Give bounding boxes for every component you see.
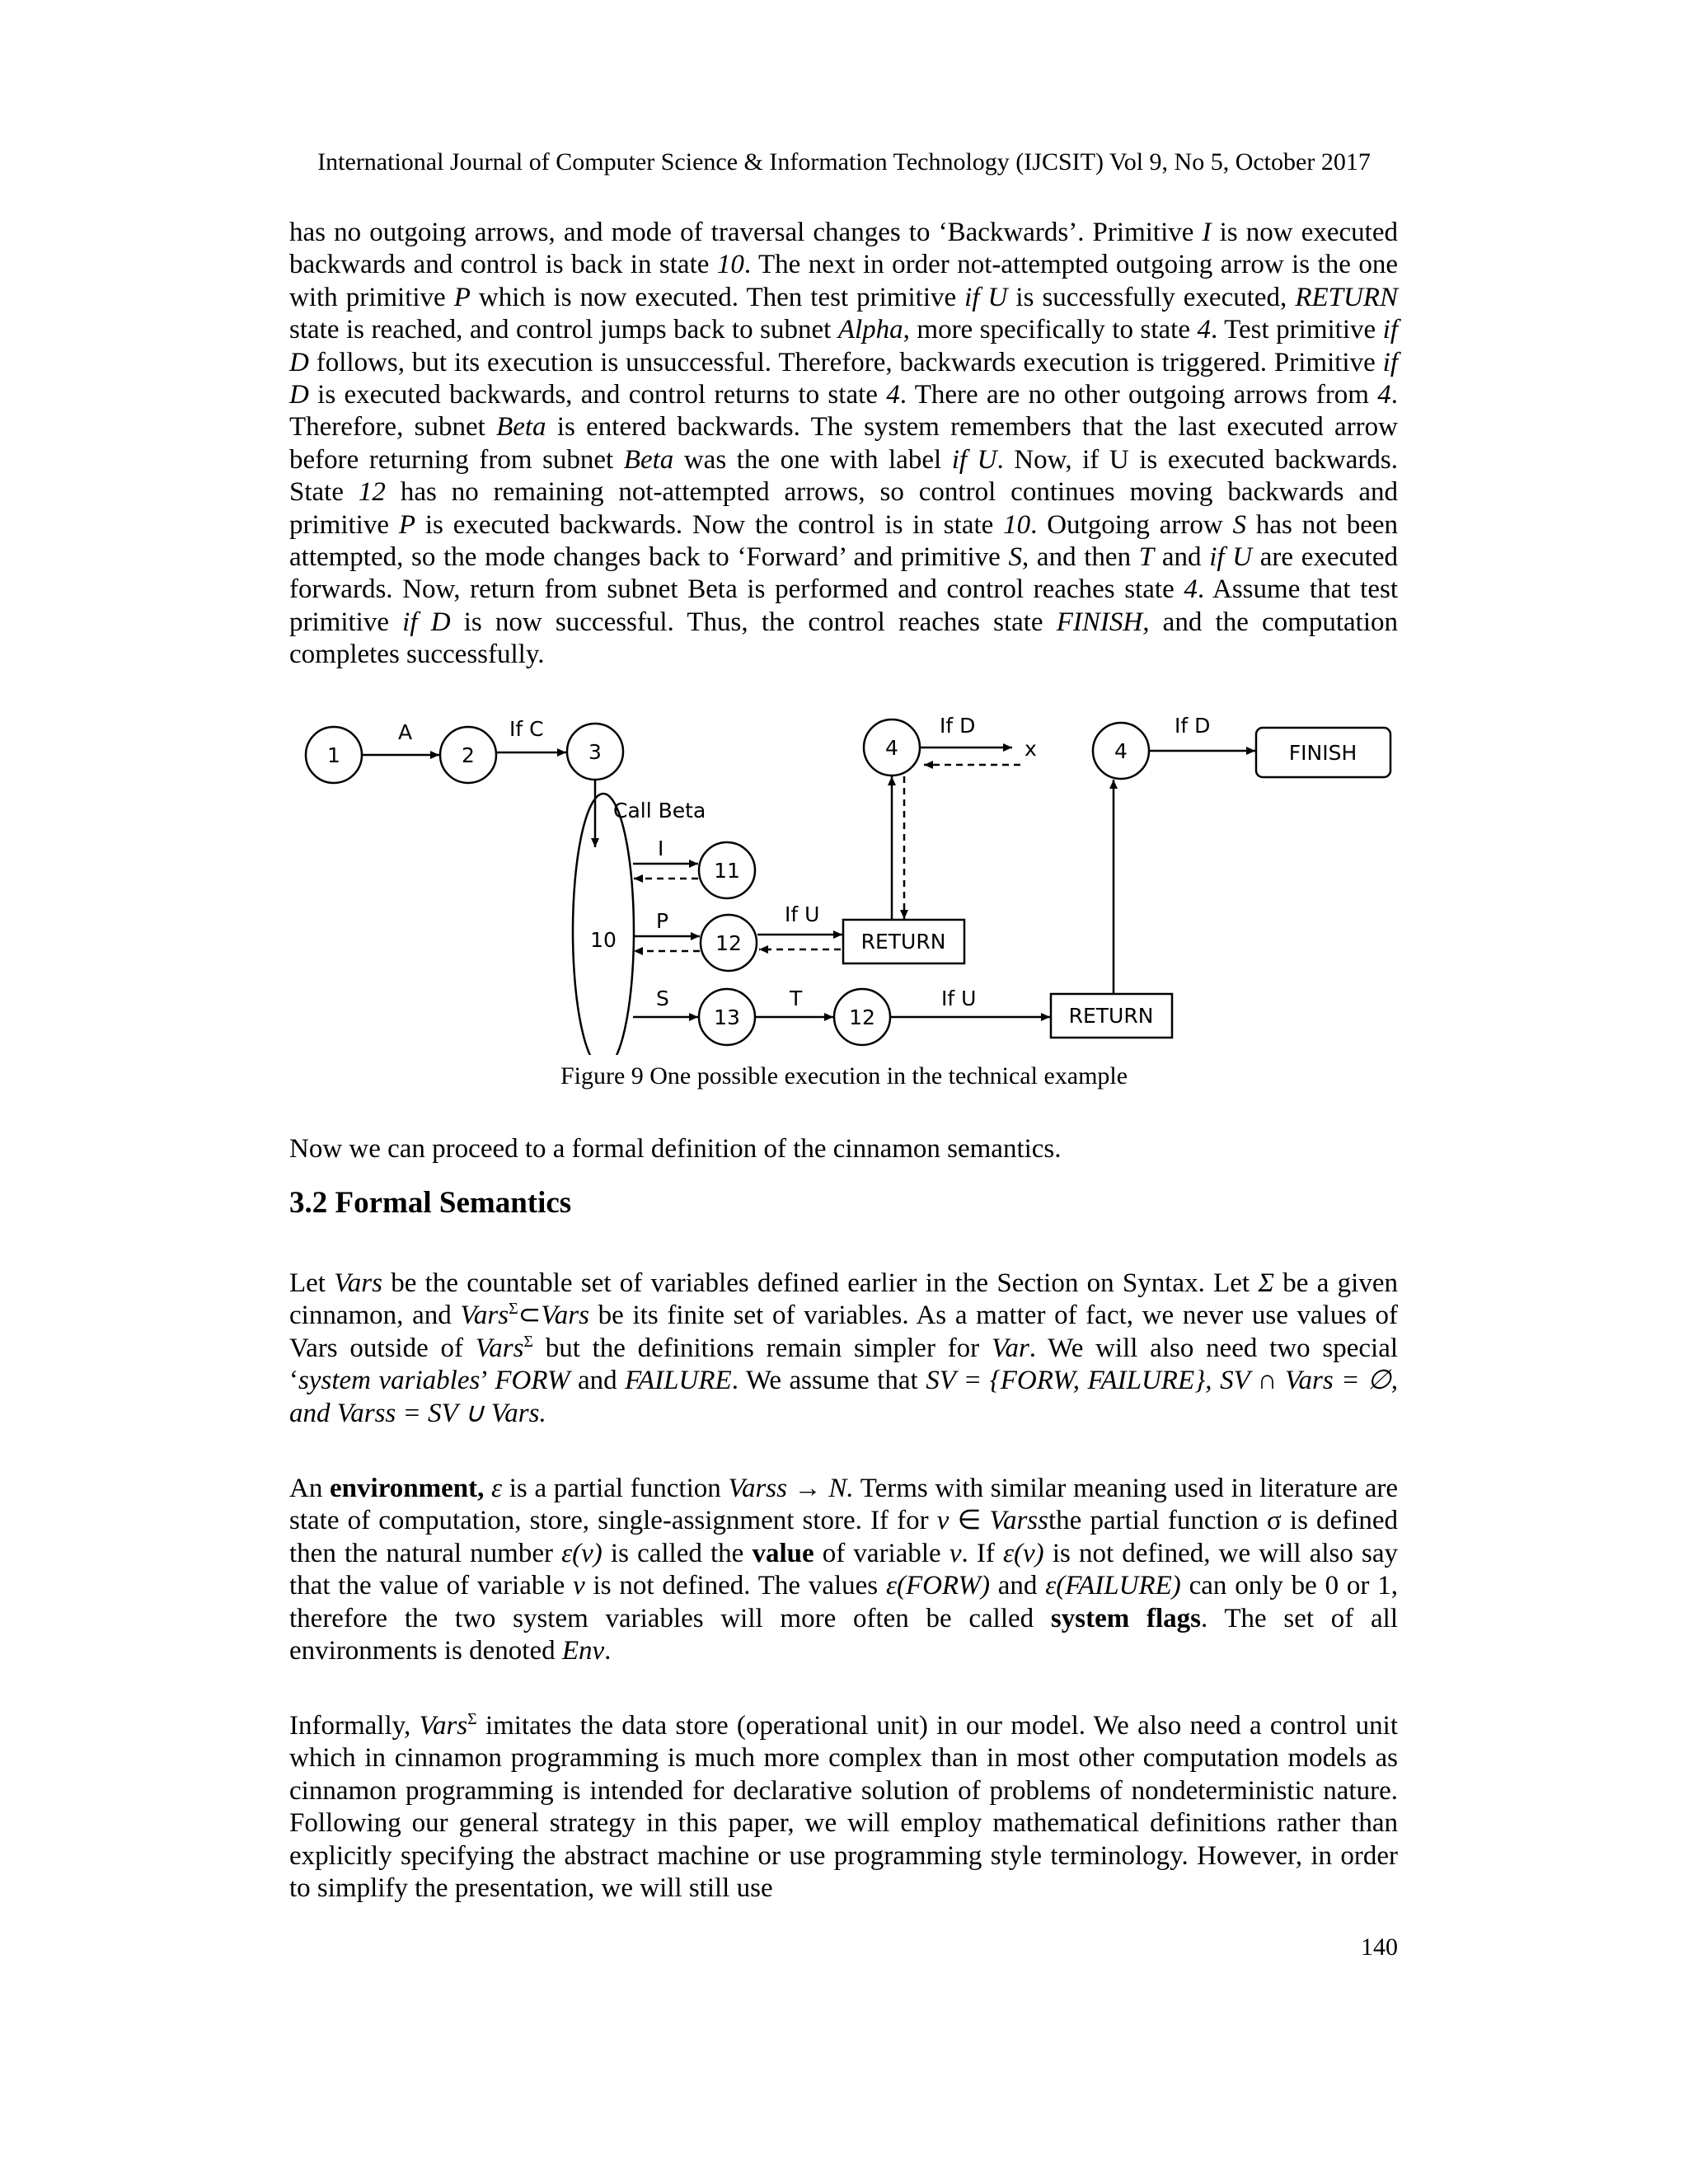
italic-run: N. [828, 1474, 854, 1503]
italic-run: system variables [298, 1366, 481, 1396]
node-label: 3 [588, 740, 602, 764]
italic-run: Beta [496, 412, 546, 443]
italic-run: Var [991, 1333, 1029, 1363]
edge-label: T [790, 987, 803, 1010]
italic-run: 10 [1003, 509, 1031, 540]
node-12-upper [701, 915, 757, 971]
italic-run: RETURN [1295, 282, 1398, 312]
italic-run: 12 [358, 477, 386, 508]
italic-run: Vars [475, 1333, 524, 1363]
italic-run: FORW [495, 1366, 570, 1396]
rich-text: An environment, ε is a partial function Varss → N. Terms with similar meaning used in literature are state of computation, store, single-assignment store. If for v ∈ Varssthe partial function σ is defined then the natural number ε(v) is called the value of variable v. If ε(v) is not defined, we will also say that the value of variable v is not defined. The values ε(FORW) and ε(FAILURE) can only be 0 or 1, therefore the two system variables will more often be called system flags. The set of all environments is denoted Env. [289, 1474, 1399, 1666]
edge-label: If U [941, 987, 977, 1010]
italic-run: Varss [989, 1506, 1048, 1536]
italic-run: FAILURE [625, 1366, 732, 1396]
italic-run: Vars [541, 1301, 589, 1331]
edge-label: If U [785, 902, 820, 926]
bold-run: system flags [1050, 1603, 1201, 1633]
italic-run: 10 [716, 250, 744, 280]
paragraph-transition [289, 1133, 1398, 1165]
node-label: 13 [714, 1005, 740, 1029]
edge-label: If D [1175, 714, 1211, 738]
node-12-lower [834, 989, 890, 1045]
italic-run: I [1202, 218, 1212, 247]
node-4-right [1093, 723, 1149, 779]
node-label: 12 [715, 931, 742, 955]
rich-text: has no outgoing arrows, and mode of traversal changes to ‘Backwards’. Primitive I is now executed backwards and control is back in state 10. The next in order not-attempted outgoing arrow is the one with primitive P which is now executed. Then test primitive if U is successfully executed, RETURN state is reached, and control jumps back to subnet Alpha, more specifically to state 4. Test primitive if D follows, but its execution is unsuccessful. Therefore, backwards execution is triggered. Primitive if D is executed backwards, and control returns to state 4. There are no other outgoing arrows from 4. Therefore, subnet Beta is entered backwards. The system remembers that the last executed arrow before returning from subnet Beta was the one with label if U. Now, if U is executed backwards. State 12 has no remaining not-attempted arrows, so control continues moving backwards and primitive P is executed backwards. Now the control is in state 10. Outgoing arrow S has not been attempted, so the mode changes back to ‘Forward’ and primitive S, and then T and if U are executed forwards. Now, return from subnet Beta is performed and control reaches state 4. Assume that test primitive if D is now successful. Thus, the control reaches state FINISH, and the computation completes successfully. [289, 218, 1399, 670]
node-2 [440, 727, 496, 783]
superscript: Σ [509, 1300, 518, 1319]
italic-run: if D [402, 607, 451, 637]
edge-label: x [1025, 737, 1037, 761]
italic-run: if D [289, 347, 1398, 410]
italic-run: ε(FORW) [885, 1571, 990, 1601]
italic-run: v [949, 1538, 962, 1568]
paragraph-informally [289, 1710, 1398, 1905]
italic-run: 4 [1197, 315, 1211, 345]
italic-run: 4 [1377, 380, 1391, 410]
rich-text: Let Vars be the countable set of variables defined earlier in the Section on Syntax. Let Σ be a given cinnamon, and Vars$^\Sigma$⊂Vars be its finite set of variables. As a matter of fact, we never use values of Vars outside of Vars$^\Sigma$ but the definitions remain simpler for Var. We will also need two special ‘system variables’ FORW and FAILURE. We assume that SV = {FORW, FAILURE}, SV ∩ Vars = ∅, and Varss = SV ∪ Vars. [289, 1268, 1399, 1428]
paragraph-execution-trace [289, 217, 1398, 672]
node-label: 4 [885, 736, 898, 760]
paragraph-text: Now we can proceed to a formal definition of the cinnamon semantics. [289, 1134, 1062, 1164]
italic-run: v [936, 1506, 950, 1536]
node-label: 11 [714, 859, 740, 883]
bold-run: value [752, 1538, 814, 1568]
italic-run: Σ [1258, 1268, 1274, 1298]
page-number: 140 [1361, 1933, 1398, 1961]
paragraph-vars [289, 1268, 1398, 1430]
italic-run: 4 [1184, 574, 1198, 605]
node-4-left [864, 719, 920, 776]
superscript: Σ [523, 1332, 533, 1351]
figure-9-diagram [280, 709, 1418, 1055]
italic-run: ε [491, 1474, 503, 1503]
edge-label: S [656, 987, 669, 1010]
italic-run: S [1008, 542, 1022, 573]
finish-box [1256, 728, 1390, 777]
italic-run: Varss [728, 1474, 787, 1503]
edge-label: Call Beta [613, 799, 706, 823]
node-10 [573, 794, 634, 1055]
return-box-upper [843, 920, 964, 963]
italic-run: P [453, 282, 471, 312]
italic-run: Vars [419, 1711, 468, 1741]
node-label: 2 [462, 743, 475, 767]
node-13 [699, 989, 755, 1045]
italic-run: FINISH, [1056, 607, 1150, 637]
italic-run: SV = {FORW, FAILURE}, SV ∩ Vars = ∅, and Varss = SV ∪ Vars. [289, 1366, 1398, 1428]
node-label: 10 [590, 928, 617, 952]
italic-run: Beta [623, 444, 674, 475]
rich-text: Informally, Vars$^\Sigma$ imitates the data store (operational unit) in our model. We also need a control unit which in cinnamon programming is much more complex than in most other computation models as cinnamon programming is intended for declarative solution of problems of nondeterministic nature. Following our general strategy in this paper, we will employ mathematical definitions rather than explicitly specifying the abstract machine or use programming style terminology. However, in order to simplify the presentation, we will still use [289, 1710, 1398, 1904]
italic-run: ε(FAILURE) [1045, 1571, 1181, 1601]
node-label: 4 [1114, 739, 1128, 763]
edge-label: A [398, 720, 413, 744]
running-header: International Journal of Computer Science & Information Technology (IJCSIT) Vol 9, No 5, October 2017 [317, 148, 1371, 176]
italic-run: Env [561, 1636, 605, 1666]
italic-run: ε(v) [561, 1538, 603, 1568]
italic-run: T [1138, 542, 1155, 573]
box-label: RETURN [1068, 1004, 1154, 1028]
italic-run: Alpha [837, 315, 903, 345]
edge-label: If D [940, 714, 976, 738]
node-1 [306, 727, 362, 783]
italic-run: if U [951, 444, 997, 475]
italic-run: ε(v) [1003, 1538, 1044, 1568]
node-3 [567, 724, 623, 780]
italic-run: P [398, 509, 415, 540]
figure-caption: Figure 9 One possible execution in the technical example [560, 1062, 1128, 1090]
italic-run: S [1232, 509, 1247, 540]
return-box-lower [1051, 994, 1172, 1038]
italic-run: if D [289, 315, 1398, 377]
italic-run: Vars [334, 1268, 382, 1298]
italic-run: Vars [460, 1301, 509, 1331]
paragraph-environment [289, 1473, 1398, 1667]
section-title: 3.2 Formal Semantics [289, 1186, 572, 1220]
superscript: Σ [467, 1710, 477, 1728]
edge-label: If C [509, 717, 544, 741]
node-label: 1 [327, 743, 340, 767]
italic-run: 4 [886, 380, 900, 410]
italic-run: if U [1209, 542, 1253, 573]
bold-run: environment, [330, 1474, 485, 1503]
italic-run: if U [964, 282, 1008, 312]
box-label: FINISH [1288, 741, 1357, 765]
edge-label: P [656, 909, 669, 933]
node-label: 12 [849, 1005, 875, 1029]
edge-label: I [658, 837, 664, 860]
italic-run: v [573, 1571, 585, 1601]
node-11 [699, 842, 755, 898]
box-label: RETURN [860, 930, 946, 954]
